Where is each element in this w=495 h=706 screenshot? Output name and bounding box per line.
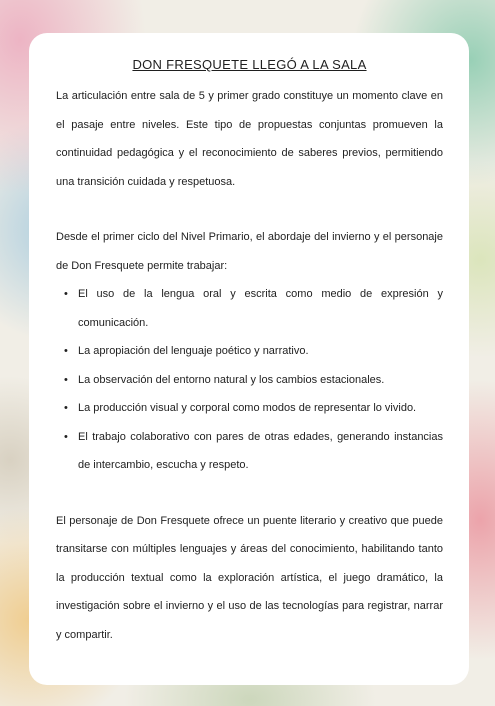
list-item (64, 280, 443, 337)
objectives-list (56, 280, 443, 480)
list-item (64, 423, 443, 480)
bullet-icon: • (64, 345, 68, 357)
paragraph-spacer (56, 480, 443, 507)
list-item-text: La producción visual y corporal como modos de representar lo vivido. (78, 402, 417, 414)
list-item-text: El uso de la lengua oral y escrita como medio de expresión y comunicación. (78, 288, 443, 329)
list-item (64, 366, 443, 395)
bullet-icon: • (64, 373, 68, 386)
intro-paragraph: La articulación entre sala de 5 y primer grado constituye un momento clave en el pasaje entre niveles. Este tipo de propuestas conjuntas promueven la continuidad pedagógica y el reconocimiento de saberes previos, permitiendo una transición cuidada y respetuosa. (56, 90, 443, 188)
list-intro-paragraph: Desde el primer ciclo del Nivel Primario, el abordaje del invierno y el personaje de Don Fresquete permite trabajar: (56, 231, 443, 272)
bullet-icon: • (64, 402, 68, 414)
document-card (29, 33, 469, 685)
bullet-icon: • (64, 288, 68, 300)
list-item-text: La apropiación del lenguaje poético y narrativo. (78, 345, 309, 357)
closing-paragraph: El personaje de Don Fresquete ofrece un puente literario y creativo que puede transitarse con múltiples lenguajes y áreas del conocimiento, habilitando tanto la producción textual como la exploración artística, el juego dramático, la investigación sobre el invierno y el uso de las tecnologías para registrar, narrar y compartir. (56, 514, 443, 641)
document-title: DON FRESQUETE LLEGÓ A LA SALA (132, 57, 367, 72)
bullet-icon: • (64, 430, 68, 443)
list-item-text: El trabajo colaborativo con pares de otras edades, generando instancias de intercambio, escucha y respeto. (78, 430, 443, 471)
list-item-text: La observación del entorno natural y los cambios estacionales. (78, 373, 385, 386)
list-item (64, 394, 443, 423)
list-item (64, 337, 443, 366)
paragraph-spacer (56, 196, 443, 223)
